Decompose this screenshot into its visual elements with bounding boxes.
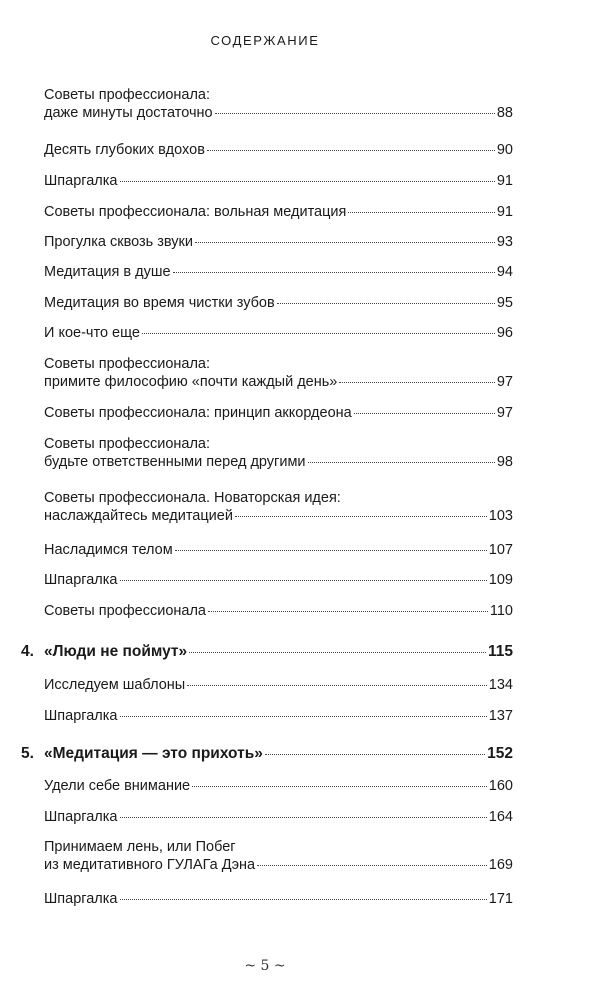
toc-entry <box>44 324 513 342</box>
toc-entry-text: примите философию «почти каждый день» <box>44 374 338 390</box>
toc-entry <box>44 355 513 391</box>
toc-page-number: 107 <box>488 542 513 558</box>
toc-entry-text: Прогулка сквозь звуки <box>44 234 193 250</box>
leader-dots <box>195 241 495 243</box>
page-number-footer: ~ 5 ~ <box>244 958 286 974</box>
toc-page-number: 115 <box>487 643 513 660</box>
toc-page-number: 152 <box>487 745 513 762</box>
toc-page-number: 90 <box>496 142 513 158</box>
leader-dots <box>308 461 495 463</box>
toc-page-number: 93 <box>496 234 513 250</box>
leader-dots <box>354 412 495 414</box>
toc-entry-text: из медитативного ГУЛАГа Дэна <box>44 857 256 873</box>
leader-dots <box>339 381 495 383</box>
toc-entry-text: Советы профессионала <box>44 603 206 619</box>
toc-entry-text: Советы профессионала: принцип аккордеона <box>44 405 352 421</box>
toc-entry-text: Шпаргалка <box>44 891 118 907</box>
chapter-number: 5. <box>21 745 34 762</box>
toc-page-number: 95 <box>496 295 513 311</box>
toc-entry-text: Удели себе внимание <box>44 778 191 794</box>
toc-page-number: 164 <box>488 809 513 825</box>
leader-dots <box>208 610 488 612</box>
toc-page-number: 91 <box>496 173 513 189</box>
leader-dots <box>189 651 486 653</box>
chapter-number: 4. <box>21 643 34 660</box>
toc-page-number: 137 <box>488 708 513 724</box>
toc-page-number: 97 <box>496 405 513 421</box>
toc-entry-line1: Советы профессионала: <box>44 356 211 372</box>
leader-dots <box>120 816 487 818</box>
leader-dots <box>257 864 487 866</box>
toc-entry <box>44 707 513 725</box>
toc-entry-text: Медитация во время чистки зубов <box>44 295 275 311</box>
toc-entry <box>44 233 513 251</box>
toc-entry <box>44 676 513 694</box>
chapter-4-entry <box>21 643 513 661</box>
toc-entry-text: Советы профессионала: вольная медитация <box>44 204 347 220</box>
toc-entry-text: наслаждайтесь медитацией <box>44 508 233 524</box>
toc-page-number: 160 <box>488 778 513 794</box>
toc-entry-text: Медитация в душе <box>44 264 171 280</box>
toc-entry <box>44 294 513 312</box>
leader-dots <box>142 332 495 334</box>
toc-entry-text: Шпаргалка <box>44 809 118 825</box>
leader-dots <box>348 211 494 213</box>
toc-page-number: 98 <box>496 454 513 470</box>
toc-entry-line1: Принимаем лень, или Побег <box>44 839 236 855</box>
leader-dots <box>173 271 495 273</box>
toc-page-number: 103 <box>488 508 513 524</box>
toc-entry-text: Шпаргалка <box>44 173 118 189</box>
toc-page-number: 94 <box>496 264 513 280</box>
toc-entry-text: Шпаргалка <box>44 572 118 588</box>
toc-entry <box>44 141 513 159</box>
toc-entry <box>44 808 513 826</box>
toc-entry <box>44 602 513 620</box>
leader-dots <box>120 180 495 182</box>
toc-entry-text: даже минуты достаточно <box>44 105 213 121</box>
toc-page-number: 134 <box>488 677 513 693</box>
toc-entry-line1: Советы профессионала: <box>44 87 211 103</box>
toc-page-number: 110 <box>489 603 513 619</box>
toc-entry <box>44 435 513 471</box>
leader-dots <box>215 112 495 114</box>
toc-entry <box>44 890 513 908</box>
page-heading: СОДЕРЖАНИЕ <box>210 33 320 48</box>
toc-entry <box>44 777 513 795</box>
toc-page-number: 88 <box>496 105 513 121</box>
toc-entry <box>44 541 513 559</box>
leader-dots <box>175 549 487 551</box>
leader-dots <box>187 684 487 686</box>
chapter-title: «Медитация — это прихоть» <box>44 745 263 762</box>
toc-entry <box>44 263 513 281</box>
leader-dots <box>192 785 487 787</box>
toc-entry <box>44 86 513 122</box>
toc-page-number: 97 <box>496 374 513 390</box>
toc-entry <box>44 172 513 190</box>
leader-dots <box>277 302 495 304</box>
toc-entry-text: Десять глубоких вдохов <box>44 142 205 158</box>
leader-dots <box>265 753 485 755</box>
chapter-5-entry <box>21 745 513 763</box>
leader-dots <box>120 898 487 900</box>
toc-page-number: 109 <box>488 572 513 588</box>
toc-entry-line1: Советы профессионала: <box>44 436 211 452</box>
toc-entry-line1: Советы профессионала. Новаторская идея: <box>44 490 341 506</box>
leader-dots <box>207 149 495 151</box>
toc-entry-text: И кое-что еще <box>44 325 140 341</box>
toc-entry <box>44 838 513 874</box>
leader-dots <box>235 515 487 517</box>
toc-page-number: 169 <box>488 857 513 873</box>
leader-dots <box>120 579 487 581</box>
toc-entry <box>44 571 513 589</box>
toc-entry-text: Шпаргалка <box>44 708 118 724</box>
toc-entry <box>44 489 513 525</box>
toc-page-number: 96 <box>496 325 513 341</box>
toc-entry <box>44 404 513 422</box>
toc-entry-text: Насладимся телом <box>44 542 173 558</box>
chapter-title: «Люди не поймут» <box>44 643 188 660</box>
toc-page-number: 171 <box>488 891 513 907</box>
toc-entry-text: Исследуем шаблоны <box>44 677 186 693</box>
toc-entry <box>44 203 513 221</box>
toc-entry-text: будьте ответственными перед другими <box>44 454 306 470</box>
toc-page-number: 91 <box>496 204 513 220</box>
leader-dots <box>120 715 487 717</box>
